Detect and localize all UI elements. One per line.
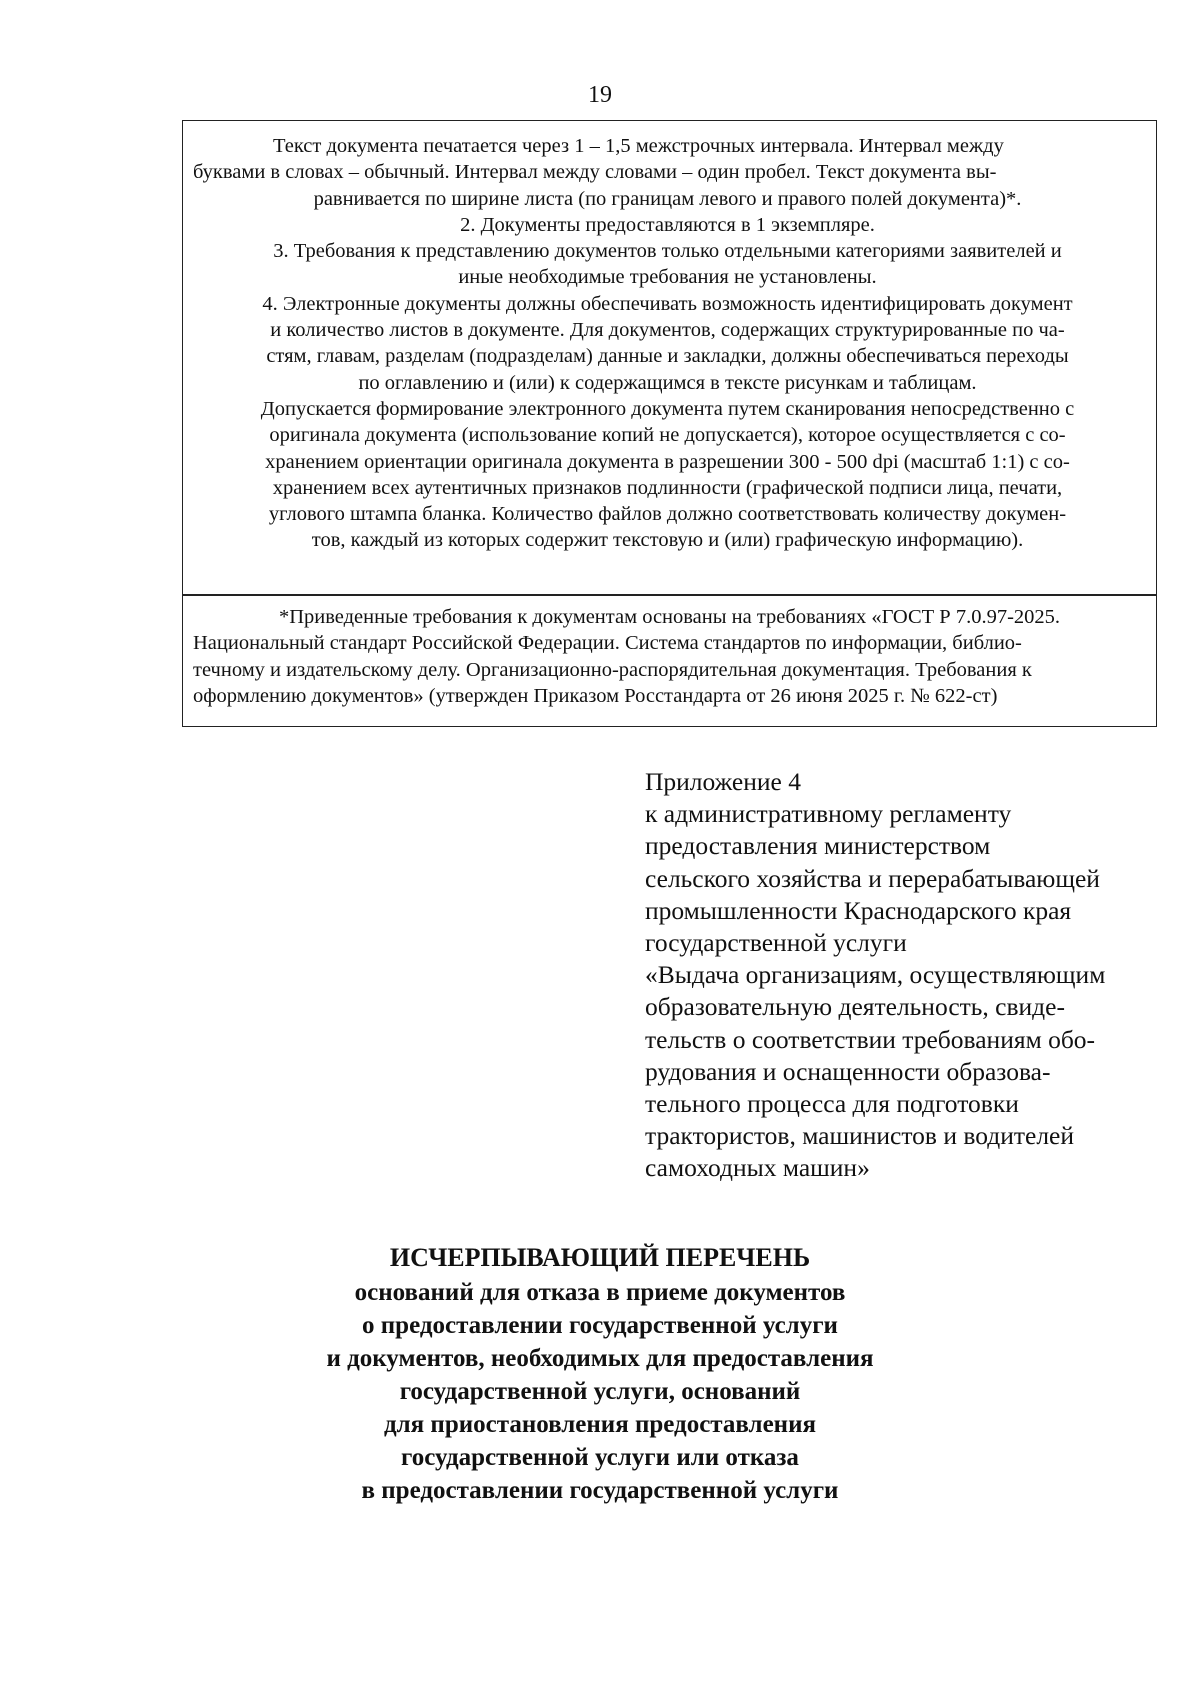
box-line: оригинала документа (использование копий не допускается), которое осуществляется с со- — [269, 424, 1066, 447]
heading-line: и документов, необходимых для предоставления — [326, 1345, 874, 1372]
box-line: равнивается по ширине листа (по границам левого и правого полей документа)*. — [313, 187, 1022, 210]
appendix-line: предоставления министерством — [645, 831, 991, 861]
appendix-line: тельного процесса для подготовки — [645, 1089, 1019, 1119]
box-line: тов, каждый из которых содержит текстовую и (или) графическую информацию). — [311, 529, 1024, 552]
box-line: иные необходимые требования не установлены. — [458, 266, 877, 289]
heading-line: государственной услуги или отказа — [401, 1444, 799, 1471]
box-line: 4. Электронные документы должны обеспечивать возможность идентифицировать документ — [262, 292, 1073, 315]
heading-title: ИСЧЕРПЫВАЮЩИЙ ПЕРЕЧЕНЬ — [389, 1243, 811, 1272]
appendix-line: тельств о соответствии требованиям обо- — [645, 1024, 1096, 1054]
heading-line: государственной услуги, оснований — [399, 1378, 801, 1405]
box-line: Текст документа печатается через 1 – 1,5 межстрочных интервала. Интервал между — [273, 135, 1004, 157]
heading-line: о предоставлении государственной услуги — [362, 1312, 838, 1339]
requirements-box — [182, 120, 1157, 595]
box-line: 2. Документы предоставляются в 1 экземпляре. — [460, 213, 875, 236]
heading-line: оснований для отказа в приеме документов — [354, 1279, 846, 1306]
appendix-line: Приложение 4 — [645, 767, 801, 796]
appendix-header — [645, 766, 1165, 1185]
appendix-line: промышленности Краснодарского края — [645, 895, 1072, 925]
appendix-line: к административному регламенту — [645, 799, 1012, 829]
box-line: 3. Требования к представлению документов только отдельными категориями заявителей и — [273, 240, 1062, 263]
box-line: хранением всех аутентичных признаков подлинности (графической подписи лица, печати, — [272, 476, 1063, 499]
footnote-line: течному и издательскому делу. Организационно-распорядительная документация. Требования к — [193, 658, 1032, 681]
appendix-line: рудования и оснащенности образова- — [645, 1056, 1051, 1086]
box-line: по оглавлению и (или) к содержащимся в тексте рисункам и таблицам. — [358, 371, 977, 394]
box-line: и количество листов в документе. Для документов, содержащих структурированные по ча- — [270, 319, 1065, 342]
heading-line: в предоставлении государственной услуги — [361, 1477, 839, 1504]
footnote-line: оформлению документов» (утвержден Приказом Росстандарта от 26 июня 2025 г. № 622-ст) — [193, 684, 998, 707]
footnote-line: Национальный стандарт Российской Федерации. Система стандартов по информации, библио- — [193, 632, 1022, 655]
appendix-line: трактористов, машинистов и водителей — [645, 1121, 1075, 1151]
document-heading — [0, 1240, 1200, 1507]
appendix-line: образовательную деятельность, свиде- — [645, 992, 1065, 1022]
appendix-line: «Выдача организациям, осуществляющим — [645, 960, 1106, 990]
box-line: углового штампа бланка. Количество файлов должно соответствовать количеству докумен- — [268, 503, 1067, 526]
page-number: 19 — [588, 82, 612, 108]
footnote-line: *Приведенные требования к документам основаны на требованиях «ГОСТ Р 7.0.97-2025. — [278, 606, 1061, 628]
appendix-line: сельского хозяйства и перерабатывающей — [645, 863, 1100, 893]
appendix-line: самоходных машин» — [645, 1153, 870, 1183]
box-line: стям, главам, разделам (подразделам) данные и закладки, должны обеспечиваться переходы — [266, 345, 1069, 368]
box-line: Допускается формирование электронного документа путем сканирования непосредственно с — [260, 397, 1075, 420]
box-line: буквами в словах – обычный. Интервал между словами – один пробел. Текст документа вы- — [193, 161, 997, 184]
footnote-box — [182, 595, 1157, 727]
box-line: хранением ориентации оригинала документа в разрешении 300 - 500 dpi (масштаб 1:1) с со- — [265, 450, 1070, 473]
heading-line: для приостановления предоставления — [383, 1411, 817, 1438]
appendix-line: государственной услуги — [645, 928, 907, 958]
